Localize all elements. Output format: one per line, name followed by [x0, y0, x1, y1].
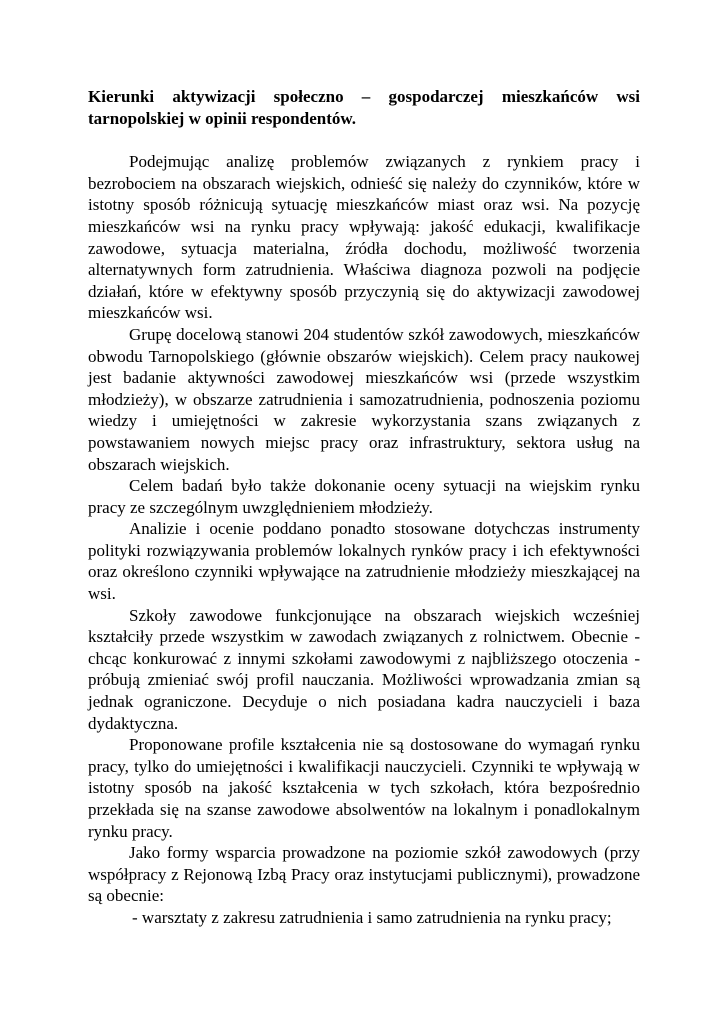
document-page — [88, 86, 640, 929]
paragraph-4: Analizie i ocenie poddano ponadto stosowane dotychczas instrumenty polityki rozwiązywania problemów lokalnych rynków pracy i ich efektywności oraz określono czynniki wpływające na zatrudnienie młodzieży mieszkającej na wsi. — [88, 519, 640, 604]
paragraph-6: Proponowane profile kształcenia nie są dostosowane do wymagań rynku pracy, tylko do umiejętności i kwalifikacji nauczycieli. Czynniki te wpływają w istotny sposób na jakość kształcenia w tych szkołach, która bezpośrednio przekłada się na szanse zawodowe absolwentów na lokalnym i ponadlokalnym rynku pracy. — [88, 735, 640, 841]
paragraph-7: Jako formy wsparcia prowadzone na poziomie szkół zawodowych (przy współpracy z Rejonową Izbą Pracy oraz instytucjami publicznymi), prowadzone są obecnie: — [88, 843, 640, 906]
paragraph-3: Celem badań było także dokonanie oceny sytuacji na wiejskim rynku pracy ze szczególnym uwzględnieniem młodzieży. — [88, 476, 640, 517]
paragraph-1: Podejmując analizę problemów związanych z rynkiem pracy i bezrobociem na obszarach wiejskich, odnieść się należy do czynników, które w istotny sposób różnicują sytuację mieszkańców miast oraz wsi. Na pozycję mieszkańców wsi na rynku pracy wpływają: jakość edukacji, kwalifikacje zawodowe, sytuacja materialna, źródła dochodu, możliwość tworzenia alternatywnych form zatrudnienia. Właściwa diagnoza pozwoli na podjęcie działań, które w efektywny sposób przyczynią się do aktywizacji zawodowej mieszkańców wsi. — [88, 152, 640, 323]
bullet-item: - warsztaty z zakresu zatrudnienia i samo zatrudnienia na rynku pracy; — [132, 907, 612, 927]
document-title: Kierunki aktywizacji społeczno – gospodarczej mieszkańców wsi tarnopolskiej w opinii respondentów. — [88, 87, 640, 128]
paragraph-2: Grupę docelową stanowi 204 studentów szkół zawodowych, mieszkańców obwodu Tarnopolskiego (głównie obszarów wiejskich). Celem pracy naukowej jest badanie aktywności zawodowej mieszkańców wsi (przede wszystkim młodzieży), w obszarze zatrudnienia i samozatrudnienia, podnoszenia poziomu wiedzy i umiejętności w zakresie wykorzystania szans związanych z powstawaniem nowych miejsc pracy oraz infrastruktury, sektora usług na obszarach wiejskich. — [88, 324, 640, 474]
paragraph-5: Szkoły zawodowe funkcjonujące na obszarach wiejskich wcześniej kształciły przede wszystkim w zawodach związanych z rolnictwem. Obecnie - chcąc konkurować z innymi szkołami zawodowymi z najbliższego otoczenia - próbują zmieniać swój profil nauczania. Możliwości wprowadzania zmian są jednak ograniczone. Decyduje o nich posiadana kadra nauczycieli i baza dydaktyczna. — [88, 605, 640, 733]
